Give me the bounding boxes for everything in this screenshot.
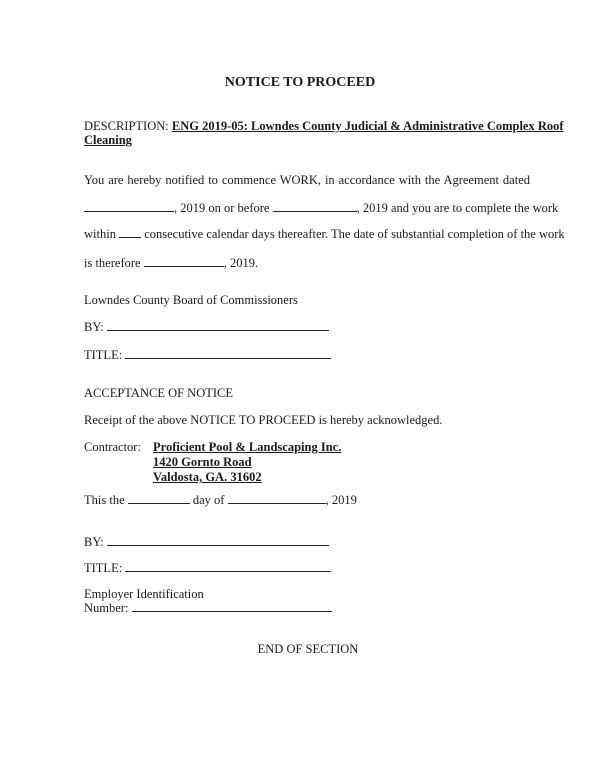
contractor-label: Contractor: xyxy=(84,440,141,454)
contractor-city: Valdosta, GA. 31602 xyxy=(153,470,262,484)
notice-text: is therefore xyxy=(84,256,141,270)
project-name-continued: Cleaning xyxy=(84,133,132,147)
owner-signature-blank[interactable] xyxy=(107,319,329,331)
month-blank[interactable] xyxy=(228,492,326,504)
ein-blank[interactable] xyxy=(132,600,332,612)
contractor-street: 1420 Gornto Road xyxy=(153,455,252,469)
notice-text: within xyxy=(84,227,116,241)
ein-number-label: Number: xyxy=(84,601,129,615)
notice-line-4 xyxy=(84,255,258,271)
contractor-signature-blank[interactable] xyxy=(107,534,329,546)
page-title: NOTICE TO PROCEED xyxy=(224,75,376,90)
notice-line-1: You are hereby notified to commence WORK, in accordance with the Agreement dated xyxy=(84,173,530,187)
contractor-name: Proficient Pool & Landscaping Inc. xyxy=(153,440,342,454)
start-date-blank[interactable] xyxy=(273,200,357,212)
ein-line xyxy=(84,600,332,616)
owner-name: Lowndes County Board of Commissioners xyxy=(84,293,298,307)
acceptance-date-line xyxy=(84,492,357,508)
notice-line-2 xyxy=(84,200,559,216)
notice-text: , 2019 and you are to complete the work xyxy=(356,201,559,215)
date-text: day of xyxy=(192,493,225,507)
contractor-title-blank[interactable] xyxy=(125,560,331,572)
notice-text: , 2019. xyxy=(223,256,259,270)
notice-line-3 xyxy=(84,226,565,242)
date-text: , 2019 xyxy=(325,493,357,507)
date-text: This the xyxy=(84,493,125,507)
completion-date-blank[interactable] xyxy=(144,255,224,267)
project-name: ENG 2019-05: Lowndes County Judicial & Administrative Complex Roof xyxy=(171,119,564,133)
title-label: TITLE: xyxy=(84,348,123,362)
owner-by-line xyxy=(84,319,329,335)
contractor-title-line xyxy=(84,560,331,576)
end-of-section: END OF SECTION xyxy=(257,642,359,656)
title-label: TITLE: xyxy=(84,561,123,575)
description-label: DESCRIPTION: xyxy=(84,119,169,133)
agreement-date-blank[interactable] xyxy=(84,200,174,212)
owner-title-line xyxy=(84,347,331,363)
notice-text: consecutive calendar days thereafter. The date of substantial completion of the work xyxy=(144,227,565,241)
days-blank[interactable] xyxy=(119,226,141,238)
receipt-text: Receipt of the above NOTICE TO PROCEED is hereby acknowledged. xyxy=(84,413,443,427)
ein-label: Employer Identification xyxy=(84,587,204,601)
description-line xyxy=(84,119,564,134)
by-label: BY: xyxy=(84,535,104,549)
acceptance-heading: ACCEPTANCE OF NOTICE xyxy=(84,386,234,400)
by-label: BY: xyxy=(84,320,104,334)
day-blank[interactable] xyxy=(128,492,190,504)
contractor-by-line xyxy=(84,534,329,550)
owner-title-blank[interactable] xyxy=(125,347,331,359)
notice-text: , 2019 on or before xyxy=(174,201,270,215)
